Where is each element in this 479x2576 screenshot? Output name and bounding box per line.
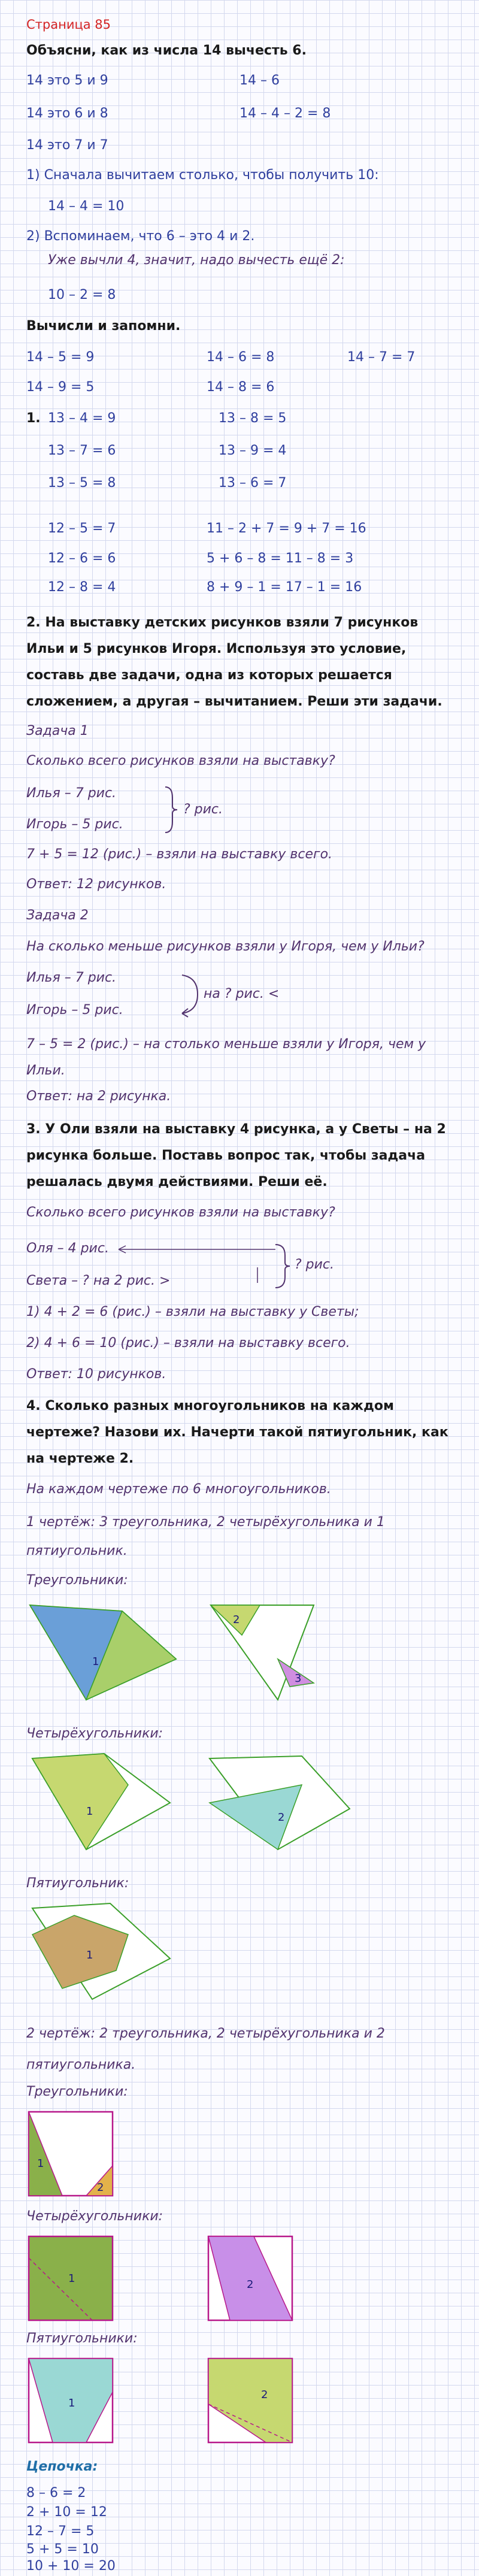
comparison-label: на ? рис. < bbox=[204, 986, 280, 1001]
calc-heading: Вычисли и запомни. bbox=[26, 319, 181, 334]
answer-line: Ответ: 10 рисунков. bbox=[26, 1367, 166, 1382]
calc-item: 8 + 9 – 1 = 17 – 1 = 16 bbox=[207, 580, 362, 595]
calc-item: 12 – 8 = 4 bbox=[48, 580, 116, 595]
page-title: Страница 85 bbox=[26, 17, 111, 32]
short-note-line: Игорь – 5 рис. bbox=[26, 817, 123, 832]
chain-line: 12 – 7 = 5 bbox=[26, 2524, 95, 2539]
task1-heading: Объясни, как из числа 14 вычесть 6. bbox=[26, 43, 307, 58]
drawing2-summary: 2 чертёж: 2 треугольника, 2 четырёхугольника и 2 пятиугольника. bbox=[26, 2026, 385, 2072]
triangle-figure-1 bbox=[30, 1605, 176, 1700]
chain-line: 2 + 10 = 12 bbox=[26, 2505, 107, 2520]
step2-note: Уже вычли 4, значит, надо вычесть ещё 2: bbox=[48, 253, 345, 268]
short-note-line: Света – ? на 2 рис. > bbox=[26, 1273, 171, 1288]
calc-line: 14 – 6 bbox=[240, 73, 280, 88]
drawing2-quads bbox=[26, 2234, 314, 2324]
solution-line: 1) 4 + 2 = 6 (рис.) – взяли на выставку у Светы; bbox=[26, 1304, 359, 1319]
shape-label: 2 bbox=[97, 2181, 104, 2194]
task4-heading: 4. Сколько разных многоугольников на каждом чертеже? Назови их. Начерти такой пятиугольник, как на чертеже 2. bbox=[26, 1399, 448, 1466]
short-note-line: Оля – 4 рис. bbox=[26, 1241, 109, 1256]
problem-question: Сколько всего рисунков взяли на выставку? bbox=[26, 1205, 335, 1220]
step1-text: 1) Сначала вычитаем столько, чтобы получить 10: bbox=[26, 168, 379, 183]
short-note-line: Игорь – 5 рис. bbox=[26, 1003, 123, 1018]
decomp-line: 14 это 6 и 8 bbox=[26, 106, 108, 121]
quads-label: Четырёхугольники: bbox=[26, 1726, 163, 1741]
quads-label: Четырёхугольники: bbox=[26, 2209, 163, 2224]
shape-label: 1 bbox=[86, 1949, 93, 1961]
comparison-diagram bbox=[114, 1241, 293, 1291]
calc-item: 14 – 9 = 5 bbox=[26, 380, 95, 395]
pentagons-label: Пятиугольники: bbox=[26, 2331, 138, 2346]
calc-item: 11 – 2 + 7 = 9 + 7 = 16 bbox=[207, 521, 366, 536]
brace-label: ? рис. bbox=[183, 802, 223, 817]
solution-line: 7 + 5 = 12 (рис.) – взяли на выставку всего. bbox=[26, 847, 333, 862]
problem-title: Задача 1 bbox=[26, 724, 89, 738]
step2-equation: 10 – 2 = 8 bbox=[48, 287, 116, 302]
shape-label: 1 bbox=[68, 2397, 75, 2409]
shape-label: 3 bbox=[295, 1672, 302, 1685]
shape-label: 1 bbox=[92, 1655, 99, 1668]
comparison-arc bbox=[180, 969, 201, 1019]
problem-title: Задача 2 bbox=[26, 908, 89, 923]
calc-item: 13 – 5 = 8 bbox=[48, 476, 116, 491]
triangles-label: Треугольники: bbox=[26, 2084, 128, 2099]
brace-label: ? рис. bbox=[295, 1257, 335, 1272]
calc-item: 12 – 6 = 6 bbox=[48, 551, 116, 566]
step2-text: 2) Вспоминаем, что 6 – это 4 и 2. bbox=[26, 229, 255, 244]
decomp-line: 14 это 5 и 9 bbox=[26, 73, 108, 88]
calc-item: 13 – 4 = 9 bbox=[48, 411, 116, 426]
step1-equation: 14 – 4 = 10 bbox=[48, 199, 125, 214]
short-note-line: Илья – 7 рис. bbox=[26, 970, 117, 985]
drawing1-quads bbox=[26, 1749, 374, 1857]
brace-mark bbox=[163, 785, 181, 835]
exercise-number: 1. bbox=[26, 411, 41, 426]
calc-item: 5 + 6 – 8 = 11 – 8 = 3 bbox=[207, 551, 354, 566]
calc-item: 14 – 6 = 8 bbox=[207, 350, 275, 365]
task3-heading: 3. У Оли взяли на выставку 4 рисунка, а у Светы – на 2 рисунка больше. Поставь вопрос так, чтобы задача решалась двумя действиями. Реши её. bbox=[26, 1122, 446, 1189]
calc-item: 14 – 8 = 6 bbox=[207, 380, 275, 395]
calc-item: 13 – 9 = 4 bbox=[219, 443, 287, 458]
chain-line: 10 + 10 = 20 bbox=[26, 2559, 116, 2574]
chain-heading: Цепочка: bbox=[26, 2459, 98, 2474]
triangle-figure-2 bbox=[211, 1605, 314, 1700]
calc-item: 14 – 7 = 7 bbox=[347, 350, 416, 365]
shape-label: 2 bbox=[278, 1811, 285, 1824]
problem-question: Сколько всего рисунков взяли на выставку? bbox=[26, 753, 335, 768]
calc-item: 12 – 5 = 7 bbox=[48, 521, 116, 536]
shape-label: 1 bbox=[68, 2272, 75, 2285]
triangles-label: Треугольники: bbox=[26, 1573, 128, 1588]
solution-line: 2) 4 + 6 = 10 (рис.) – взяли на выставку всего. bbox=[26, 1336, 350, 1351]
answer-line: Ответ: 12 рисунков. bbox=[26, 877, 166, 892]
answer-line: Ответ: на 2 рисунка. bbox=[26, 1089, 171, 1104]
chain-line: 8 – 6 = 2 bbox=[26, 2486, 86, 2501]
calc-item: 14 – 5 = 9 bbox=[26, 350, 95, 365]
calc-item: 13 – 6 = 7 bbox=[219, 476, 287, 491]
task2-heading: 2. На выставку детских рисунков взяли 7 рисунков Ильи и 5 рисунков Игоря. Используя это условие, составь две задачи, одна из которых решается сложением, а другая – вычитанием. Реши эти задачи. bbox=[26, 615, 442, 709]
drawing2-triangles bbox=[26, 2109, 122, 2199]
drawing1-triangles bbox=[26, 1599, 374, 1707]
solution-line: 7 – 5 = 2 (рис.) – на столько меньше взяли у Игоря, чем у Ильи. bbox=[26, 1037, 426, 1078]
problem-question: На сколько меньше рисунков взяли у Игоря, чем у Ильи? bbox=[26, 939, 425, 954]
calc-item: 13 – 7 = 6 bbox=[48, 443, 116, 458]
short-note-line: Илья – 7 рис. bbox=[26, 786, 117, 801]
chain-line: 5 + 5 = 10 bbox=[26, 2542, 99, 2557]
intro-line: На каждом чертеже по 6 многоугольников. bbox=[26, 1482, 331, 1497]
calc-line: 14 – 4 – 2 = 8 bbox=[240, 106, 331, 121]
drawing1-summary: 1 чертёж: 3 треугольника, 2 четырёхугольника и 1 пятиугольник. bbox=[26, 1515, 385, 1558]
drawing2-pentagons bbox=[26, 2356, 314, 2446]
decomp-line: 14 это 7 и 7 bbox=[26, 138, 108, 153]
shape-label: 2 bbox=[247, 2278, 254, 2291]
shape-label: 2 bbox=[233, 1614, 240, 1626]
calc-item: 13 – 8 = 5 bbox=[219, 411, 287, 426]
shape-label: 1 bbox=[86, 1805, 93, 1818]
shape-label: 1 bbox=[37, 2157, 44, 2170]
drawing1-pentagon bbox=[26, 1899, 206, 2006]
shape-label: 2 bbox=[261, 2389, 268, 2401]
pentagon-label: Пятиугольник: bbox=[26, 1876, 129, 1891]
